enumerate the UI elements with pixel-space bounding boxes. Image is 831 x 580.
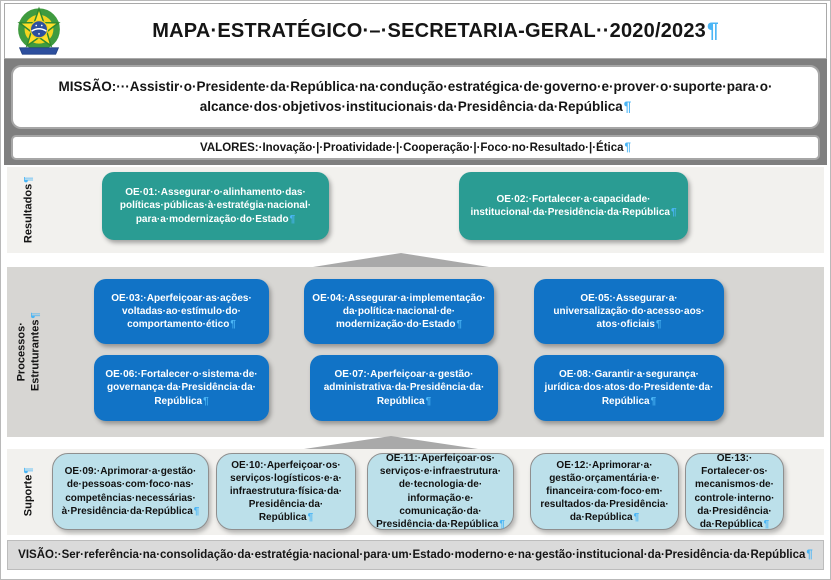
objective-text: OE·​11:·​Aperfeiçoar·​os·​serviços·​e·​infraestrutura·​de·​tecnologia·​de·​informação·​e·​comunicação·​da·​Presidência·​da·​República — [376, 452, 502, 530]
header — [4, 3, 827, 59]
objective-box-oe03 — [94, 279, 269, 344]
pilcrow-mark: ¶ — [193, 505, 200, 517]
objective-text: OE·​01:·​Assegurar·​o·​alinhamento·​das·​políticas·​públicas·​à·​estratégia·​nacional·​para·​a·​modernização·​do·​Estado — [119, 187, 312, 225]
objective-text: OE·​02:·​Fortalecer·​a·​capacidade·​institucional·​da·​Presidência·​da·​República — [470, 193, 670, 218]
mission-box — [11, 65, 820, 129]
objective-box-oe11 — [367, 453, 514, 530]
pilcrow-mark: ¶ — [655, 319, 662, 331]
objective-text: OE·​05:·​Assegurar·​a·​universalização·​do·​acesso·​aos·​atos·​oficiais — [553, 292, 705, 331]
pilcrow-mark: ¶ — [624, 141, 631, 154]
band-suporte — [7, 449, 824, 535]
mission-band — [4, 59, 827, 165]
objective-text: OE·​09:·​Aprimorar·​a·​gestão·​de·​pessoas·​com·​foco·​nas·​competências·​necessárias·​à·​Presidência·​da·​República — [61, 466, 197, 517]
objective-text: OE·​10:·​Aperfeiçoar·​os·​serviços·​logísticos·​e·​a·​infraestrutura·​física·​da·​Presidência·​da·​República — [229, 459, 343, 524]
side-label-resultados — [7, 167, 51, 253]
page-title-text: MAPA·​ESTRATÉGICO·​–·​SECRETARIA-GERAL·​·​2020/2023 — [152, 19, 707, 42]
pilcrow-mark: ¶ — [806, 549, 813, 561]
objective-text: OE·​06:·​Fortalecer·​o·​sistema·​de·​governança·​da·​Presidência·​da·​República — [105, 369, 258, 407]
pilcrow-mark: ¶ — [289, 213, 296, 225]
pilcrow-mark: ¶ — [29, 312, 42, 319]
side-label-text: Suporte — [22, 474, 35, 517]
mission-text: MISSÃO:·​·​·​Assistir·​o·​Presidente·​da·​República·​na·​condução·​estratégica·​de·​governo·​e·​prover·​o·​suporte·​para·​o·​alcance·​dos·​objetivos·​institucionais·​da·​Presidência·​da·​República — [58, 78, 773, 114]
valores-box — [11, 135, 820, 160]
objective-box-oe12 — [530, 453, 679, 530]
pilcrow-mark: ¶ — [230, 319, 236, 331]
valores-text: VALORES:·​Inovação·​|·​Proatividade·​|·​Cooperação·​|·​Foco·​no·​Resultado·​|·​Ética — [200, 141, 624, 154]
objective-box-oe06 — [94, 355, 269, 421]
objective-text: OE·​12:·​Aprimorar·​a·​gestão·​orçamentária·​e·​financeira·​com·​foco·​em·​resultados·​da·​Presidência·​da·​República — [540, 459, 669, 524]
objective-box-oe08 — [534, 355, 724, 421]
up-arrow-icon — [304, 436, 478, 449]
side-label-processos — [7, 267, 51, 437]
mission-text-wrap — [41, 77, 790, 118]
objective-box-oe13 — [685, 453, 784, 530]
pilcrow-mark: ¶ — [670, 207, 677, 218]
pilcrow-mark: ¶ — [456, 319, 463, 331]
objective-text: OE·​13:·​Fortalecer·​os·​mecanismos·​de·​controle·​interno·​da·​Presidência·​da·​República — [694, 452, 775, 530]
band-resultados — [7, 167, 824, 253]
side-label-suporte — [7, 449, 51, 535]
objective-text: OE·​08:·​Garantir·​a·​segurança·​jurídica·​dos·​atos·​do·​Presidente·​da·​República — [544, 369, 714, 407]
pilcrow-mark: ¶ — [623, 99, 632, 114]
pilcrow-mark: ¶ — [650, 395, 657, 407]
objective-box-oe01 — [102, 172, 329, 240]
objective-box-oe09 — [52, 453, 209, 530]
side-label-text: Resultados — [22, 183, 35, 244]
pilcrow-mark: ¶ — [763, 518, 770, 530]
objective-box-oe04 — [304, 279, 494, 344]
objective-text: OE·​07:·​Aperfeiçoar·​a·​gestão·​administrativa·​da·​Presidência·​da·​República — [323, 369, 485, 407]
visao-text: VISÃO:·​Ser·​referência·​na·​consolidação·​da·​estratégia·​nacional·​para·​um·​Estado·​moderno·​e·​na·​gestão·​institucional·​da·​Presidência·​da·​República — [18, 549, 806, 561]
objective-box-oe05 — [534, 279, 724, 344]
pilcrow-mark: ¶ — [425, 395, 432, 407]
pilcrow-mark: ¶ — [633, 512, 640, 524]
objective-text: OE·​03:·​Aperfeiçoar·​as·​ações·​voltadas·​ao·​estímulo·​do·​comportamento·​ético — [111, 292, 252, 331]
page-title — [65, 4, 806, 58]
objective-box-oe07 — [310, 355, 498, 421]
side-label-text: Processos·​Estruturantes — [15, 319, 42, 392]
pilcrow-mark: ¶ — [22, 176, 35, 183]
brazil-coat-of-arms-logo — [11, 6, 67, 58]
pilcrow-mark: ¶ — [307, 512, 314, 524]
pilcrow-mark: ¶ — [22, 467, 35, 474]
objective-text: OE·​04:·​Assegurar·​a·​implementação·​da·​política·​nacional·​de·​modernização·​do·​Estado — [312, 292, 486, 331]
objective-box-oe10 — [216, 453, 356, 530]
pilcrow-mark: ¶ — [707, 19, 719, 42]
visao-bar — [7, 540, 824, 570]
band-processos-estruturantes — [7, 267, 824, 437]
up-arrow-icon — [313, 253, 489, 267]
pilcrow-mark: ¶ — [203, 395, 209, 407]
valores-text-wrap — [200, 142, 631, 154]
pilcrow-mark: ¶ — [499, 518, 505, 530]
objective-box-oe02 — [459, 172, 688, 240]
